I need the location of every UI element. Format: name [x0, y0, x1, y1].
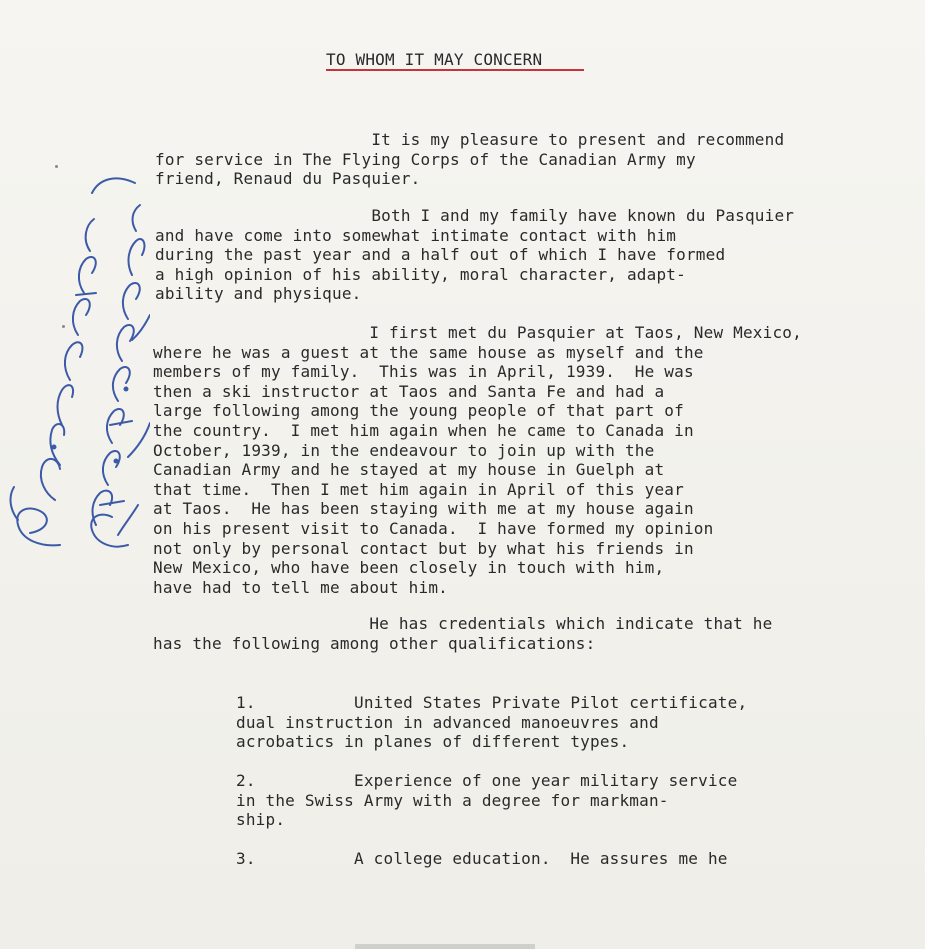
- paper-speck: [62, 325, 65, 328]
- paragraph-recommendation: It is my pleasure to present and recommend for service in The Flying Corps of the Canadian Army my friend, Renaud du Pasquier.: [155, 130, 785, 189]
- handwritten-signature: [0, 175, 150, 575]
- qualification-item-2: 2. Experience of one year military service in the Swiss Army with a degree for markman- ship.: [236, 771, 738, 830]
- qualification-item-1: 1. United States Private Pilot certificate, dual instruction in advanced manoeuvres and acrobatics in planes of different types.: [236, 693, 748, 752]
- page-edge-shadow: [355, 944, 535, 949]
- qualification-item-3: 3. A college education. He assures me he: [236, 849, 728, 868]
- paragraph-history: I first met du Pasquier at Taos, New Mexico, where he was a guest at the same house as myself and the members of my family. This was in April, 1939. He was then a ski instructor at Taos and Santa Fe and had a large following among the young people of that part of the country. I met him again when he came to Canada in October, 1939, in the endeavour to join up with the Canadian Army and he stayed at my house in Guelph at that time. Then I met him again in April of this year at Taos. He has been staying with me at my house again on his present visit to Canada. I have formed my opinion not only by personal contact but by what his friends in New Mexico, who have been closely in touch with him, have had to tell me about him.: [153, 323, 802, 597]
- paragraph-acquaintance: Both I and my family have known du Pasquier and have come into somewhat intimate contact with him during the past year and a half out of which I have formed a high opinion of his ability, moral character, adapt- ability and physique.: [155, 206, 795, 304]
- letter-title: TO WHOM IT MAY CONCERN: [326, 50, 543, 69]
- title-underline: [326, 69, 584, 71]
- paragraph-credentials: He has credentials which indicate that he has the following among other qualifications:: [153, 614, 773, 653]
- paper-speck: [55, 165, 58, 168]
